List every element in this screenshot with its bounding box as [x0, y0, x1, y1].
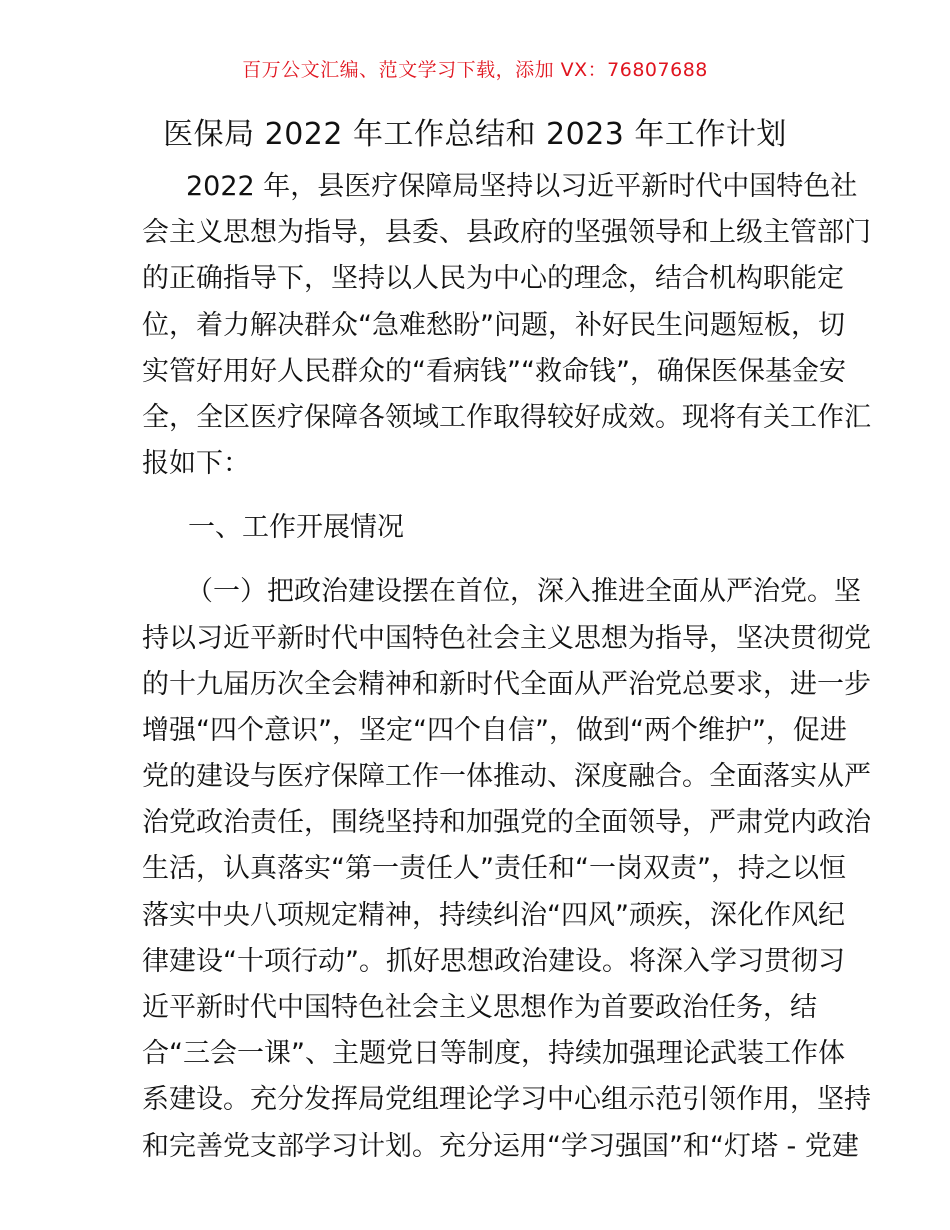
document-body	[142, 164, 871, 1170]
paragraph-intro	[142, 164, 871, 487]
text-line: 生活，认真落实“第一责任人”责任和“一岗双责”，持之以恒	[142, 853, 846, 885]
text-line: 党的建设与医疗保障工作一体推动、深度融合。全面落实从严	[142, 761, 871, 793]
text-line: 合“三会一课”、主题党日等制度，持续加强理论武装工作体	[142, 1038, 845, 1070]
spacer	[142, 551, 812, 569]
text-line: （一）把政治建设摆在首位，深入推进全面从严治党。坚	[186, 576, 861, 608]
document-title: 医保局 2022 年工作总结和 2023 年工作计划	[163, 117, 787, 152]
text-line: 报如下：	[142, 448, 250, 480]
watermark-banner: 百万公文汇编、范文学习下载，添加 VX：76807688	[242, 59, 708, 81]
text-line: 治党政治责任，围绕坚持和加强党的全面领导，严肃党内政治	[142, 807, 871, 839]
text-line: 和完善党支部学习计划。充分运用“学习强国”和“灯塔 - 党建	[142, 1130, 859, 1162]
paragraph-section-1	[142, 569, 871, 1169]
spacer	[142, 487, 812, 505]
text-line: 实管好用好人民群众的“看病钱”“救命钱”，确保医保基金安	[142, 355, 846, 387]
text-line: 的正确指导下，坚持以人民为中心的理念，结合机构职能定	[142, 263, 844, 295]
text-line: 2022 年，县医疗保障局坚持以习近平新时代中国特色社	[186, 171, 858, 202]
text-line: 律建设“十项行动”。抓好思想政治建设。将深入学习贯彻习	[142, 945, 845, 977]
text-line: 持以习近平新时代中国特色社会主义思想为指导，坚决贯彻党	[142, 622, 871, 654]
text-line: 会主义思想为指导，县委、县政府的坚强领导和上级主管部门	[142, 217, 871, 249]
text-line: 位，着力解决群众“急难愁盼”问题，补好民生问题短板，切	[142, 309, 845, 341]
text-line: 近平新时代中国特色社会主义思想作为首要政治任务，结	[142, 992, 817, 1023]
section-heading: 一、工作开展情况	[188, 512, 404, 544]
text-line: 落实中央八项规定精神，持续纠治“四风”顽疾，深化作风纪	[142, 899, 845, 931]
text-line: 增强“四个意识”，坚定“四个自信”，做到“两个维护”，促进	[142, 714, 847, 746]
text-line: 全，全区医疗保障各领域工作取得较好成效。现将有关工作汇	[142, 401, 871, 433]
text-line: 系建设。充分发挥局党组理论学习中心组示范引领作用，坚持	[142, 1084, 871, 1116]
text-line: 的十九届历次全会精神和新时代全面从严治党总要求，进一步	[142, 668, 871, 700]
